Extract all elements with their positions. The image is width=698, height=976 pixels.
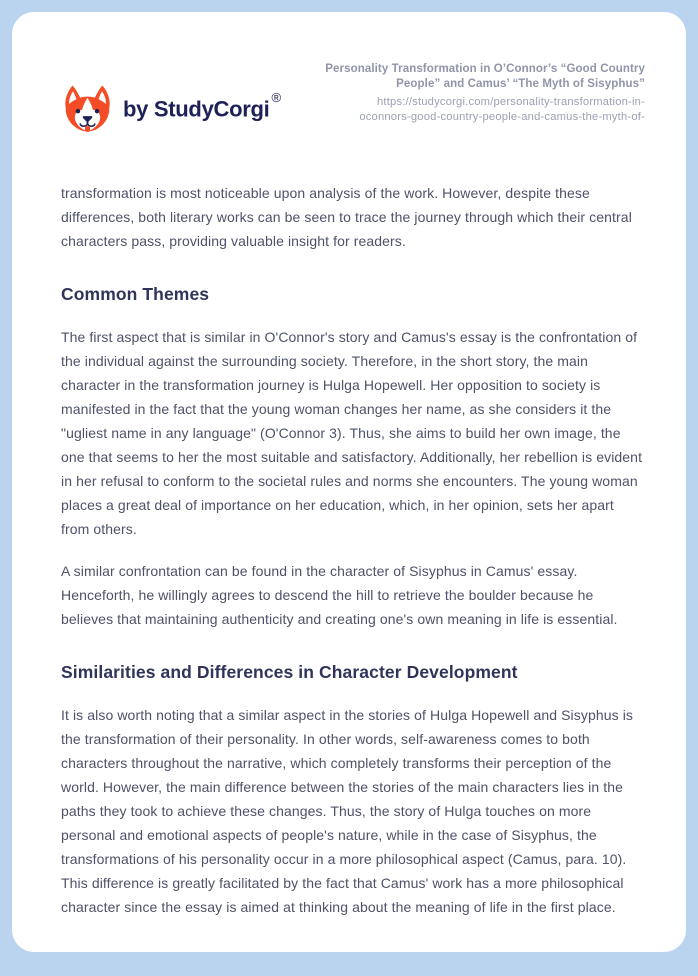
paragraph: A similar confrontation can be found in the character of Sisyphus in Camus' essay. Henceforth, he willingly agrees to descend the hill to retrieve the boulder because he believes that maintaining authenticity and creating one's own meaning in life is essential. <box>61 563 618 627</box>
document-url <box>295 95 645 124</box>
document-url-line1: https://studycorgi.com/personality-transformation-in- <box>376 96 645 108</box>
studycorgi-brand <box>61 84 281 135</box>
document-header <box>61 62 645 135</box>
registered-trademark-symbol: ® <box>271 90 281 106</box>
paragraph-intro: transformation is most noticeable upon analysis of the work. However, despite these differences, both literary works can be seen to trace the journey through which their central characters pass, providing valuable insight for readers. <box>61 185 632 249</box>
section-heading-similarities-differences: Similarities and Differences in Character Development <box>61 662 518 682</box>
document-meta <box>295 62 645 124</box>
corgi-logo-icon <box>61 84 114 135</box>
brand-name: by StudyCorgi ® <box>123 90 281 122</box>
essay-body <box>61 181 645 919</box>
paragraph: The first aspect that is similar in O'Connor's story and Camus's essay is the confrontation of the individual against the surrounding society. Therefore, in the short story, the main character in the transformation journey is Hulga Hopewell. Her opposition to society is manifested in the fact that the young woman changes her name, as she considers it the "ugliest name in any language" (O'Connor 3). Thus, she aims to build her own image, the one that seems to her the most suitable and satisfactory. Additionally, her rebellion is evident in her refusal to conform to the societal rules and norms she encounters. The young woman places a great deal of importance on her education, which, in her opinion, sets her apart from others. <box>61 329 643 537</box>
paragraph: It is also worth noting that a similar aspect in the stories of Hulga Hopewell and Sisyphus is the transformation of their personality. In other words, self-awareness comes to both characters throughout the narrative, which completely transforms their perception of the world. However, the main difference between the stories of the main characters lies in the paths they took to achieve these changes. Thus, the story of Hulga touches on more personal and emotional aspects of people's nature, while in the case of Sisyphus, the transformations of his personality occur in a more philosophical aspect (Camus, para. 10). This difference is greatly facilitated by the fact that Camus' work has a more philosophical character since the essay is aimed at thinking about the meaning of life in the first place. <box>61 707 634 915</box>
document-card <box>12 12 686 952</box>
document-url-line2: oconnors-good-country-people-and-camus-the-myth-of- <box>359 110 645 123</box>
section-heading-common-themes: Common Themes <box>61 284 210 304</box>
document-title: Personality Transformation in O’Connor’s “Good Country People” and Camus’ “The Myth of Sisyphus” <box>325 63 645 90</box>
